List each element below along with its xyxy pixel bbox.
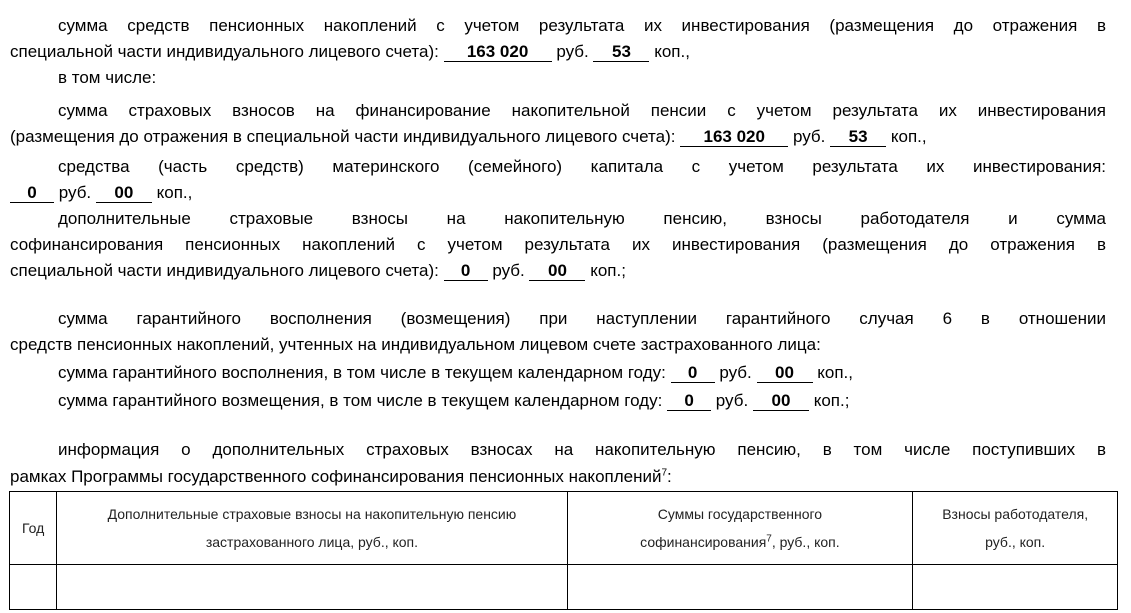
p3-line1: средства (часть средств) материнского (семейного) капитала с учетом результата их инвестирования: xyxy=(58,157,1106,176)
p8-line1: информация о дополнительных страховых взносах на накопительную пенсию, в том числе поступивших в xyxy=(58,440,1106,459)
p2-kop-value: 53 xyxy=(830,128,886,147)
p1-line1: сумма средств пенсионных накоплений с учетом результата их инвестирования (размещения до отражения в xyxy=(58,16,1106,35)
cell-cofinancing xyxy=(567,565,913,610)
header-cofinancing: Суммы государственного софинансирования$^7$, руб., коп. xyxy=(567,492,913,565)
p4-line2: софинансирования пенсионных накоплений с учетом результата их инвестирования (размещения до отражения в xyxy=(10,235,1106,254)
p2-rub-value: 163 020 xyxy=(680,128,788,147)
p2-line1: сумма страховых взносов на финансирование накопительной пенсии с учетом результата их инвестирования xyxy=(58,101,1106,120)
footnote-7-marker: 7 xyxy=(661,467,668,479)
p1-line2: специальной части индивидуального лицевого счета): 163 020 руб. 53 коп., xyxy=(10,42,690,61)
p6-rub-value: 0 xyxy=(671,364,715,383)
p8-line2: рамках Программы государственного софинансирования пенсионных накоплений$^7$: xyxy=(10,467,672,486)
p5-line2: средств пенсионных накоплений, учтенных на индивидуальном лицевом счете застрахованного лица: xyxy=(10,335,821,354)
p7-rub-value: 0 xyxy=(667,392,711,411)
p4-line1: дополнительные страховые взносы на накопительную пенсию, взносы работодателя и сумма xyxy=(58,209,1106,228)
cell-year xyxy=(10,565,57,610)
p3-kop-value: 00 xyxy=(96,184,152,203)
p6-line: сумма гарантийного восполнения, в том числе в текущем календарном году: 0 руб. 00 коп., xyxy=(58,363,853,382)
p4-line3: специальной части индивидуального лицевого счета): 0 руб. 00 коп.; xyxy=(10,261,626,280)
p4-kop-value: 00 xyxy=(529,262,585,281)
header-additional-contributions: Дополнительные страховые взносы на накопительную пенсию застрахованного лица, руб., коп. xyxy=(57,492,567,565)
p3-line2: 0 руб. 00 коп., xyxy=(10,180,1106,206)
cell-employer xyxy=(913,565,1118,610)
p7-kop-value: 00 xyxy=(753,392,809,411)
header-employer: Взносы работодателя, руб., коп. xyxy=(913,492,1118,565)
table-row xyxy=(10,565,1118,610)
cell-additional xyxy=(57,565,567,610)
p6-kop-value: 00 xyxy=(757,364,813,383)
header-year: Год xyxy=(10,492,57,565)
p5-line1: сумма гарантийного восполнения (возмещения) при наступлении гарантийного случая 6 в отношении xyxy=(58,309,1106,328)
p4-rub-value: 0 xyxy=(444,262,488,281)
p2-line2: (размещения до отражения в специальной части индивидуального лицевого счета): 163 020 руб. 53 коп., xyxy=(10,127,927,146)
including-label: в том числе: xyxy=(58,68,157,87)
p3-rub-value: 0 xyxy=(10,184,54,203)
table-header-row xyxy=(10,492,1118,565)
p1-rub-value: 163 020 xyxy=(444,43,552,62)
p1-kop-value: 53 xyxy=(593,43,649,62)
p7-line: сумма гарантийного возмещения, в том числе в текущем календарном году: 0 руб. 00 коп.; xyxy=(58,391,850,410)
contributions-table xyxy=(9,491,1118,610)
